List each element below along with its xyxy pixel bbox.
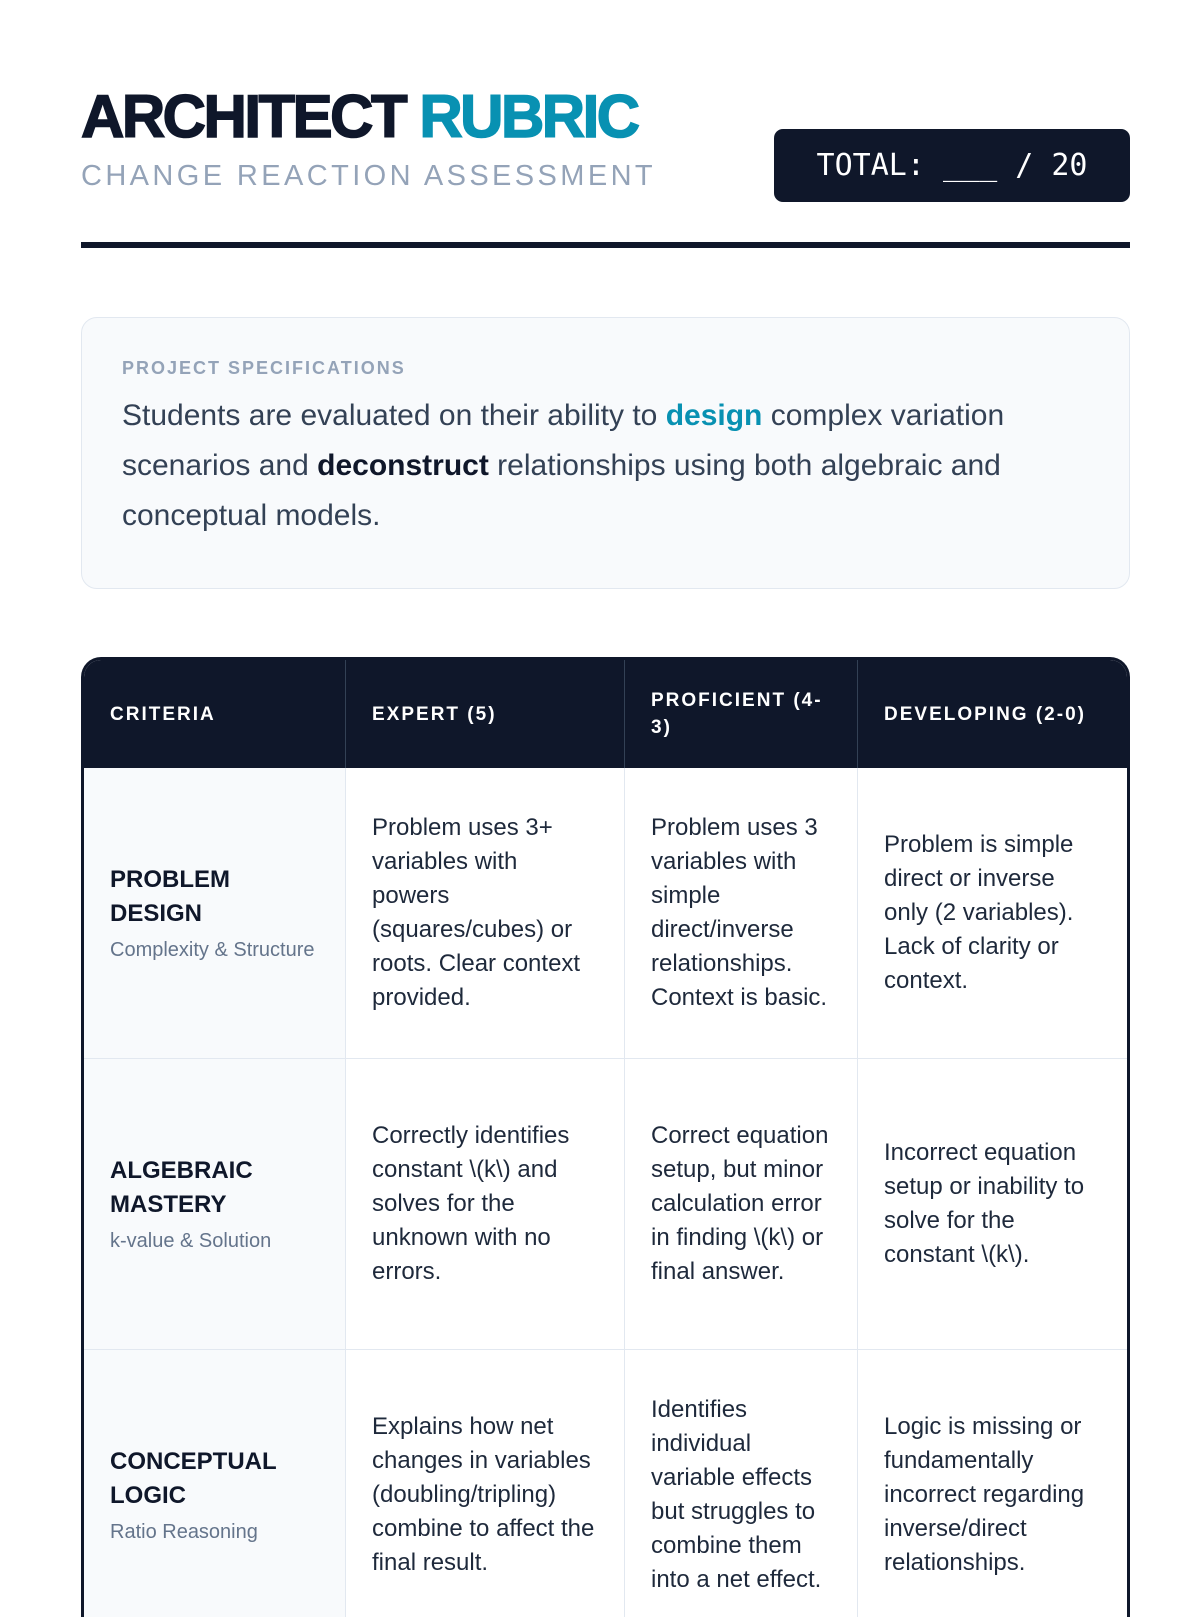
expert-cell: Problem uses 3+ variables with powers (squares/cubes) or roots. Clear context provided.: [346, 768, 625, 1058]
header-proficient: PROFICIENT (4-3): [625, 660, 858, 768]
developing-cell: Logic is missing or fundamentally incorrect regarding inverse/direct relationships.: [884, 1413, 1085, 1576]
expert-cell: Explains how net changes in variables (doubling/tripling) combine to affect the final result.: [346, 1350, 625, 1617]
criteria-name: CONCEPTUAL LOGIC: [110, 1447, 277, 1509]
header-divider: [81, 242, 1130, 248]
criteria-cell: [84, 1350, 346, 1617]
page-subtitle: CHANGE REACTION ASSESSMENT: [81, 160, 657, 192]
spec-text: [122, 391, 1089, 541]
developing-cell: Problem is simple direct or inverse only (2 variables). Lack of clarity or context.: [884, 831, 1074, 994]
header-expert: EXPERT (5): [346, 660, 625, 768]
rubric-table: [81, 657, 1130, 1617]
criteria-sub: Complexity & Structure: [110, 938, 315, 961]
table-row: [84, 1350, 1127, 1617]
spec-highlight: design: [665, 399, 763, 432]
proficient-cell: Identifies individual variable effects but struggles to combine them into a net effect.: [625, 1350, 858, 1617]
criteria-sub: k-value & Solution: [110, 1229, 272, 1252]
table-row: [84, 768, 1127, 1059]
expert-cell: Correctly identifies constant \(k\) and solves for the unknown with no errors.: [346, 1059, 625, 1349]
header-criteria: CRITERIA: [84, 660, 346, 768]
table-row: [84, 1059, 1127, 1350]
page-title: [81, 82, 638, 151]
criteria-cell: [84, 1059, 346, 1349]
criteria-sub: Ratio Reasoning: [110, 1520, 258, 1543]
developing-cell: Incorrect equation setup or inability to solve for the constant \(k\).: [884, 1139, 1085, 1268]
proficient-cell: Correct equation setup, but minor calculation error in finding \(k\) or final answer.: [625, 1059, 858, 1349]
criteria-name: PROBLEM DESIGN: [110, 865, 230, 927]
title-part-2: RUBRIC: [419, 83, 638, 150]
criteria-cell: [84, 768, 346, 1058]
title-part-1: ARCHITECT: [81, 83, 406, 150]
criteria-name: ALGEBRAIC MASTERY: [110, 1156, 253, 1218]
total-score-box: TOTAL: ___ / 20: [774, 129, 1130, 202]
project-specifications-card: [81, 317, 1130, 589]
spec-text-2: complex variation scenarios and: [122, 399, 1005, 482]
header-developing: DEVELOPING (2-0): [884, 703, 1086, 725]
table-header: [84, 660, 1127, 768]
spec-bold: deconstruct: [317, 449, 489, 482]
spec-label: PROJECT SPECIFICATIONS: [122, 358, 406, 378]
proficient-cell: Problem uses 3 variables with simple direct/inverse relationships. Context is basic.: [625, 768, 858, 1058]
spec-text-1: Students are evaluated on their ability to: [122, 399, 666, 432]
spec-text-3: relationships using both algebraic and conceptual models.: [122, 449, 1001, 532]
